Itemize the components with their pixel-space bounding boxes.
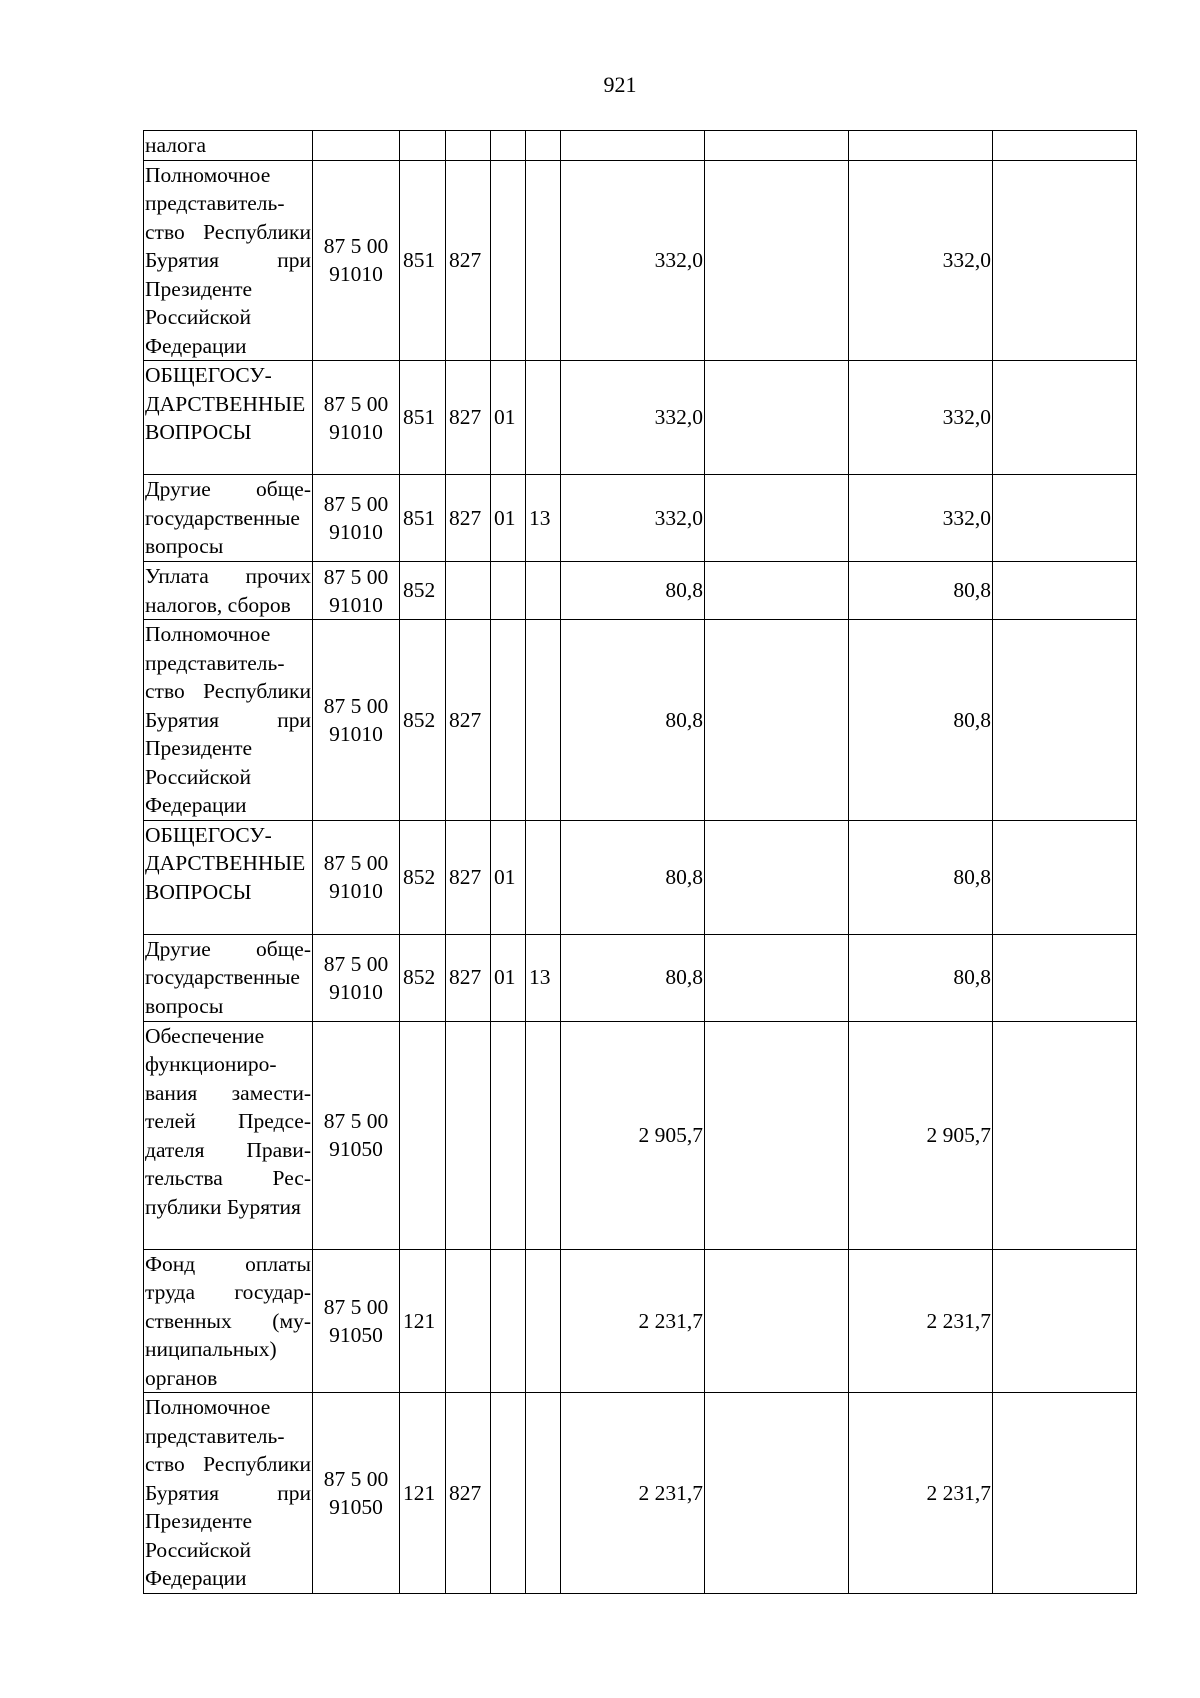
- row-section-cell: [491, 620, 526, 821]
- row-subsection-cell: [526, 131, 561, 161]
- table-row: [144, 620, 1137, 821]
- row-amount-3-cell: 80,8: [849, 620, 993, 821]
- row-subsection-cell: [526, 820, 561, 934]
- row-amount-4-cell: [993, 475, 1137, 562]
- row-amount-2-cell: [705, 620, 849, 821]
- table-row: [144, 562, 1137, 620]
- table-row: [144, 160, 1137, 361]
- table-row: [144, 131, 1137, 161]
- table-row: [144, 820, 1137, 934]
- table-row: [144, 934, 1137, 1021]
- row-expense-type-cell: 121: [400, 1393, 446, 1594]
- row-amount-3-cell: 332,0: [849, 475, 993, 562]
- row-subsection-cell: 13: [526, 934, 561, 1021]
- row-name-cell: Обеспечение функционирования заместителей Председателя Правительства Республики Бурятия: [144, 1021, 313, 1249]
- row-expense-type-cell: 851: [400, 361, 446, 475]
- row-target-code-cell: 87 5 00 91050: [313, 1021, 400, 1249]
- row-amount-2-cell: [705, 361, 849, 475]
- row-amount-3-cell: 80,8: [849, 562, 993, 620]
- row-administrator-cell: [446, 131, 491, 161]
- row-target-code-cell: 87 5 00 91050: [313, 1393, 400, 1594]
- row-subsection-cell: [526, 562, 561, 620]
- row-subsection-cell: 13: [526, 475, 561, 562]
- row-amount-2-cell: [705, 160, 849, 361]
- row-amount-3-cell: 80,8: [849, 934, 993, 1021]
- row-administrator-cell: 827: [446, 475, 491, 562]
- table-row: [144, 475, 1137, 562]
- page-number: 921: [603, 72, 637, 97]
- row-amount-2-cell: [705, 562, 849, 620]
- row-amount-1-cell: 80,8: [561, 562, 705, 620]
- row-amount-1-cell: 80,8: [561, 934, 705, 1021]
- row-amount-2-cell: [705, 1021, 849, 1249]
- row-amount-2-cell: [705, 475, 849, 562]
- table-row: [144, 1249, 1137, 1393]
- row-name-cell: Полномочное представительство Республики Бурятия при Президенте Российской Федерации: [144, 620, 313, 821]
- row-target-code-cell: 87 5 00 91050: [313, 1249, 400, 1393]
- row-amount-1-cell: 332,0: [561, 475, 705, 562]
- row-amount-1-cell: 2 905,7: [561, 1021, 705, 1249]
- row-amount-1-cell: 2 231,7: [561, 1393, 705, 1594]
- table-body: [144, 131, 1137, 1594]
- row-amount-2-cell: [705, 1393, 849, 1594]
- row-subsection-cell: [526, 1249, 561, 1393]
- row-amount-1-cell: 332,0: [561, 361, 705, 475]
- row-section-cell: [491, 131, 526, 161]
- row-amount-2-cell: [705, 820, 849, 934]
- row-section-cell: 01: [491, 475, 526, 562]
- row-amount-4-cell: [993, 131, 1137, 161]
- row-expense-type-cell: [400, 1021, 446, 1249]
- row-target-code-cell: 87 5 00 91010: [313, 620, 400, 821]
- row-expense-type-cell: 851: [400, 475, 446, 562]
- row-amount-1-cell: [561, 131, 705, 161]
- row-amount-4-cell: [993, 562, 1137, 620]
- row-amount-3-cell: [849, 131, 993, 161]
- row-name-cell: Другие общегосударственные вопросы: [144, 475, 313, 562]
- table-row: [144, 1021, 1137, 1249]
- row-expense-type-cell: [400, 131, 446, 161]
- row-amount-3-cell: 80,8: [849, 820, 993, 934]
- row-section-cell: [491, 160, 526, 361]
- row-amount-4-cell: [993, 934, 1137, 1021]
- row-subsection-cell: [526, 361, 561, 475]
- row-section-cell: 01: [491, 934, 526, 1021]
- row-administrator-cell: [446, 562, 491, 620]
- row-amount-4-cell: [993, 1021, 1137, 1249]
- row-administrator-cell: 827: [446, 1393, 491, 1594]
- row-section-cell: [491, 1021, 526, 1249]
- row-amount-2-cell: [705, 1249, 849, 1393]
- row-amount-4-cell: [993, 1393, 1137, 1594]
- row-amount-1-cell: 2 231,7: [561, 1249, 705, 1393]
- row-section-cell: [491, 1249, 526, 1393]
- row-target-code-cell: 87 5 00 91010: [313, 934, 400, 1021]
- row-name-cell: Фонд оплаты труда государственных (муниципальных) органов: [144, 1249, 313, 1393]
- row-section-cell: 01: [491, 820, 526, 934]
- row-section-cell: [491, 562, 526, 620]
- row-amount-1-cell: 332,0: [561, 160, 705, 361]
- row-amount-4-cell: [993, 1249, 1137, 1393]
- row-expense-type-cell: 121: [400, 1249, 446, 1393]
- row-expense-type-cell: 852: [400, 620, 446, 821]
- row-amount-4-cell: [993, 361, 1137, 475]
- budget-table: [143, 130, 1137, 1594]
- row-administrator-cell: [446, 1249, 491, 1393]
- row-amount-4-cell: [993, 820, 1137, 934]
- row-amount-2-cell: [705, 934, 849, 1021]
- row-target-code-cell: 87 5 00 91010: [313, 475, 400, 562]
- row-expense-type-cell: 852: [400, 820, 446, 934]
- row-expense-type-cell: 851: [400, 160, 446, 361]
- row-subsection-cell: [526, 160, 561, 361]
- row-administrator-cell: 827: [446, 820, 491, 934]
- row-target-code-cell: 87 5 00 91010: [313, 820, 400, 934]
- row-administrator-cell: 827: [446, 620, 491, 821]
- row-amount-3-cell: 332,0: [849, 361, 993, 475]
- table-row: [144, 1393, 1137, 1594]
- table-row: [144, 361, 1137, 475]
- row-amount-3-cell: 2 231,7: [849, 1393, 993, 1594]
- row-name-cell: налога: [144, 131, 313, 161]
- row-name-cell: ОБЩЕГОСУДАРСТВЕННЫЕ ВОПРОСЫ: [144, 361, 313, 475]
- row-name-cell: Другие общегосударственные вопросы: [144, 934, 313, 1021]
- row-section-cell: 01: [491, 361, 526, 475]
- row-administrator-cell: 827: [446, 160, 491, 361]
- row-name-cell: ОБЩЕГОСУДАРСТВЕННЫЕ ВОПРОСЫ: [144, 820, 313, 934]
- row-amount-1-cell: 80,8: [561, 820, 705, 934]
- row-amount-3-cell: 2 905,7: [849, 1021, 993, 1249]
- row-name-cell: Полномочное представительство Республики Бурятия при Президенте Российской Федерации: [144, 160, 313, 361]
- row-amount-3-cell: 332,0: [849, 160, 993, 361]
- row-subsection-cell: [526, 620, 561, 821]
- row-target-code-cell: 87 5 00 91010: [313, 562, 400, 620]
- row-amount-4-cell: [993, 160, 1137, 361]
- row-expense-type-cell: 852: [400, 934, 446, 1021]
- row-administrator-cell: [446, 1021, 491, 1249]
- row-name-cell: Уплата прочих налогов, сборов: [144, 562, 313, 620]
- row-amount-1-cell: 80,8: [561, 620, 705, 821]
- row-section-cell: [491, 1393, 526, 1594]
- row-target-code-cell: 87 5 00 91010: [313, 361, 400, 475]
- row-target-code-cell: [313, 131, 400, 161]
- row-amount-3-cell: 2 231,7: [849, 1249, 993, 1393]
- row-amount-2-cell: [705, 131, 849, 161]
- row-amount-4-cell: [993, 620, 1137, 821]
- row-subsection-cell: [526, 1393, 561, 1594]
- row-administrator-cell: 827: [446, 934, 491, 1021]
- row-name-cell: Полномочное представительство Республики Бурятия при Президенте Российской Федерации: [144, 1393, 313, 1594]
- row-target-code-cell: 87 5 00 91010: [313, 160, 400, 361]
- row-expense-type-cell: 852: [400, 562, 446, 620]
- row-administrator-cell: 827: [446, 361, 491, 475]
- row-subsection-cell: [526, 1021, 561, 1249]
